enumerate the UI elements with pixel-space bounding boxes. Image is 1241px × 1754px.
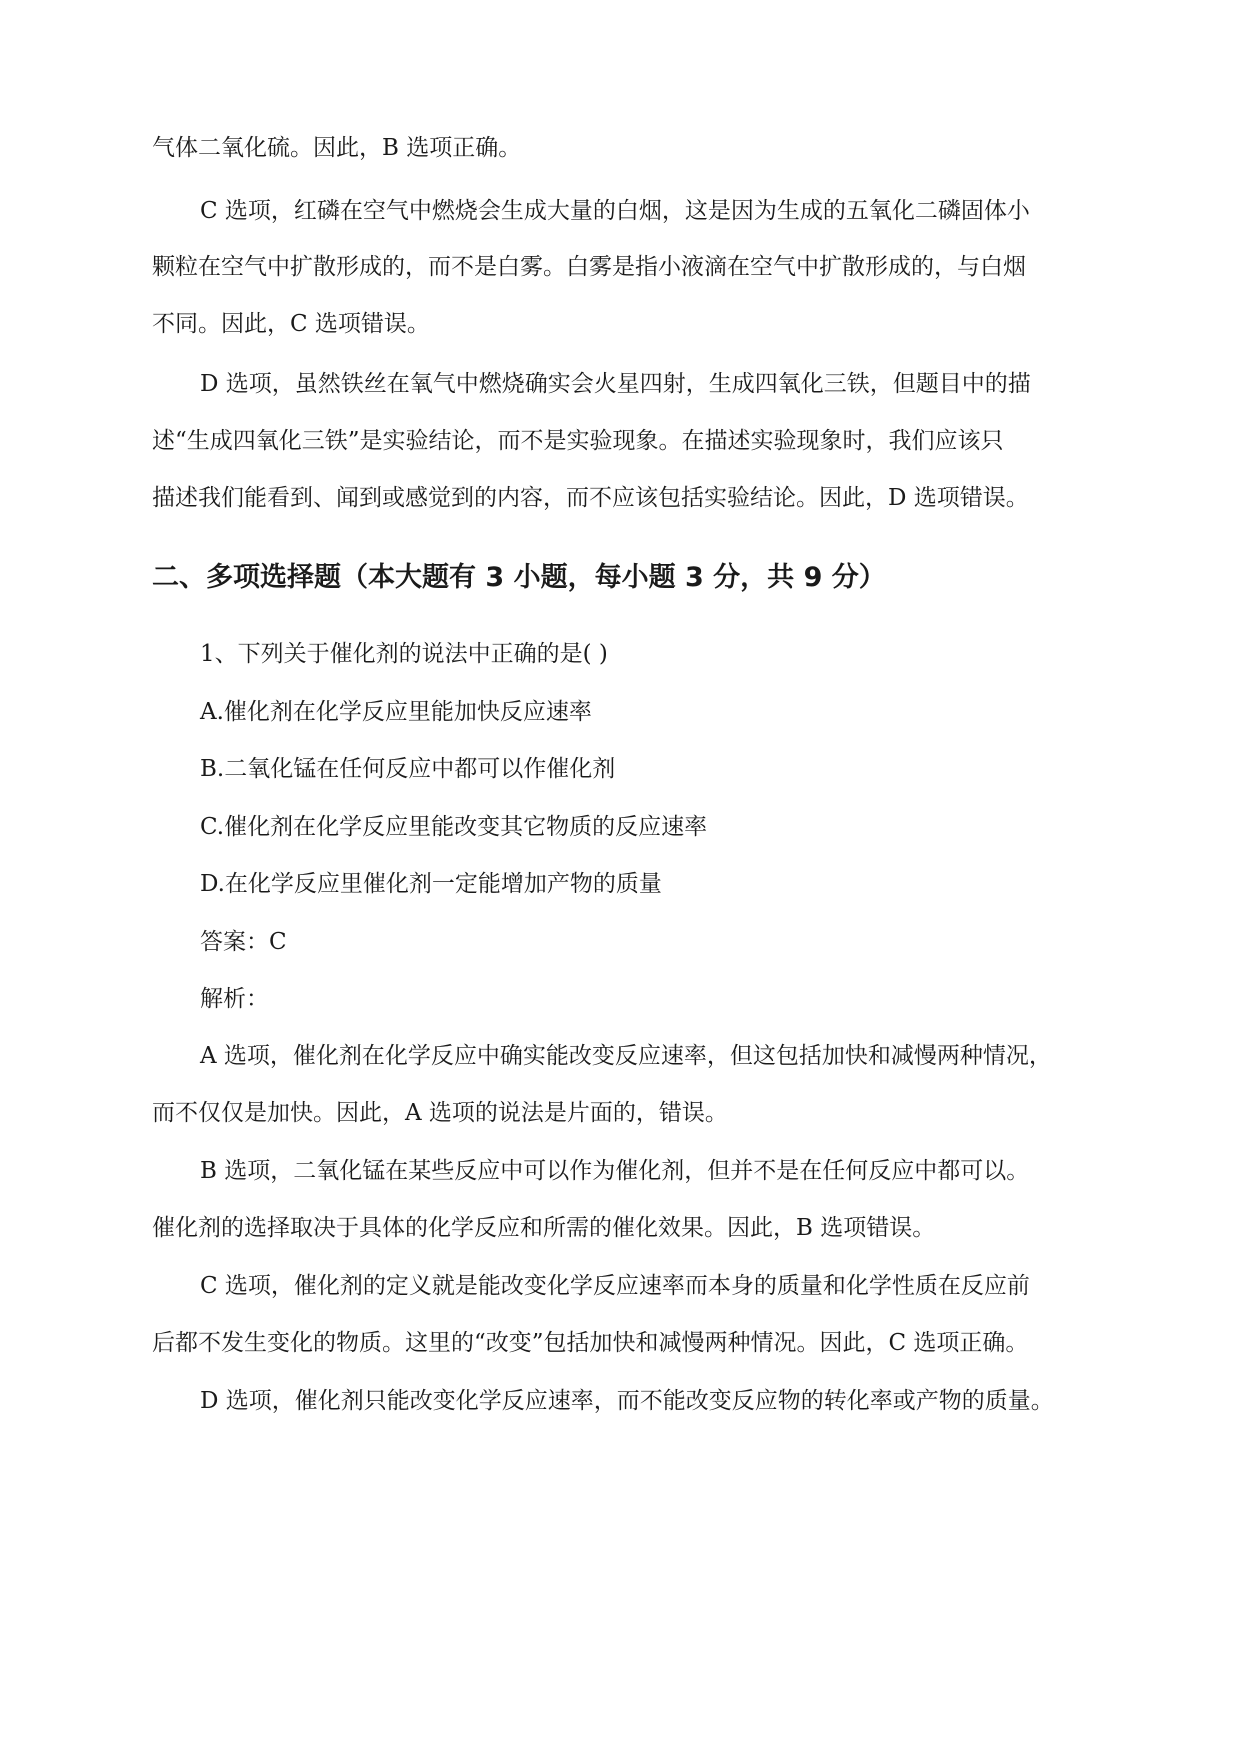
analysis-label: 解析： bbox=[200, 986, 269, 1012]
prev-analysis-c-line-1: C 选项，红磷在空气中燃烧会生成大量的白烟，这是因为生成的五氧化二磷固体小 bbox=[200, 198, 1030, 224]
option-a: A.催化剂在化学反应里能加快反应速率 bbox=[200, 699, 592, 725]
prev-analysis-c-line-3: 不同。因此，C 选项错误。 bbox=[152, 311, 430, 337]
prev-analysis-d-line-3: 描述我们能看到、闻到或感觉到的内容，而不应该包括实验结论。因此，D 选项错误。 bbox=[152, 485, 1029, 511]
section-heading: 二、多项选择题（本大题有 3 小题，每小题 3 分，共 9 分） bbox=[152, 562, 886, 593]
analysis-b-line-2: 催化剂的选择取决于具体的化学反应和所需的催化效果。因此，B 选项错误。 bbox=[152, 1215, 936, 1241]
analysis-a-line-1: A 选项，催化剂在化学反应中确实能改变反应速率，但这包括加快和减慢两种情况， bbox=[200, 1043, 1052, 1069]
option-b: B.二氧化锰在任何反应中都可以作催化剂 bbox=[200, 756, 616, 782]
answer: 答案：C bbox=[200, 929, 287, 955]
option-d: D.在化学反应里催化剂一定能增加产物的质量 bbox=[200, 871, 662, 897]
prev-analysis-b-end: 气体二氧化硫。因此，B 选项正确。 bbox=[152, 135, 522, 161]
prev-analysis-d-line-2: 述“生成四氧化三铁”是实验结论，而不是实验现象。在描述实验现象时，我们应该只 bbox=[152, 428, 1004, 454]
analysis-c-line-1: C 选项，催化剂的定义就是能改变化学反应速率而本身的质量和化学性质在反应前 bbox=[200, 1273, 1030, 1299]
question-stem: 1、下列关于催化剂的说法中正确的是( ) bbox=[200, 641, 608, 667]
option-c: C.催化剂在化学反应里能改变其它物质的反应速率 bbox=[200, 814, 708, 840]
prev-analysis-d-line-1: D 选项，虽然铁丝在氧气中燃烧确实会火星四射，生成四氧化三铁，但题目中的描 bbox=[200, 371, 1031, 397]
analysis-c-line-2: 后都不发生变化的物质。这里的“改变”包括加快和减慢两种情况。因此，C 选项正确。 bbox=[152, 1330, 1029, 1356]
analysis-b-line-1: B 选项，二氧化锰在某些反应中可以作为催化剂，但并不是在任何反应中都可以。 bbox=[200, 1158, 1030, 1184]
analysis-a-line-2: 而不仅仅是加快。因此，A 选项的说法是片面的，错误。 bbox=[152, 1100, 728, 1126]
prev-analysis-c-line-2: 颗粒在空气中扩散形成的，而不是白雾。白雾是指小液滴在空气中扩散形成的，与白烟 bbox=[152, 254, 1026, 280]
analysis-d-line-1: D 选项，催化剂只能改变化学反应速率，而不能改变反应物的转化率或产物的质量。 bbox=[200, 1388, 1054, 1414]
